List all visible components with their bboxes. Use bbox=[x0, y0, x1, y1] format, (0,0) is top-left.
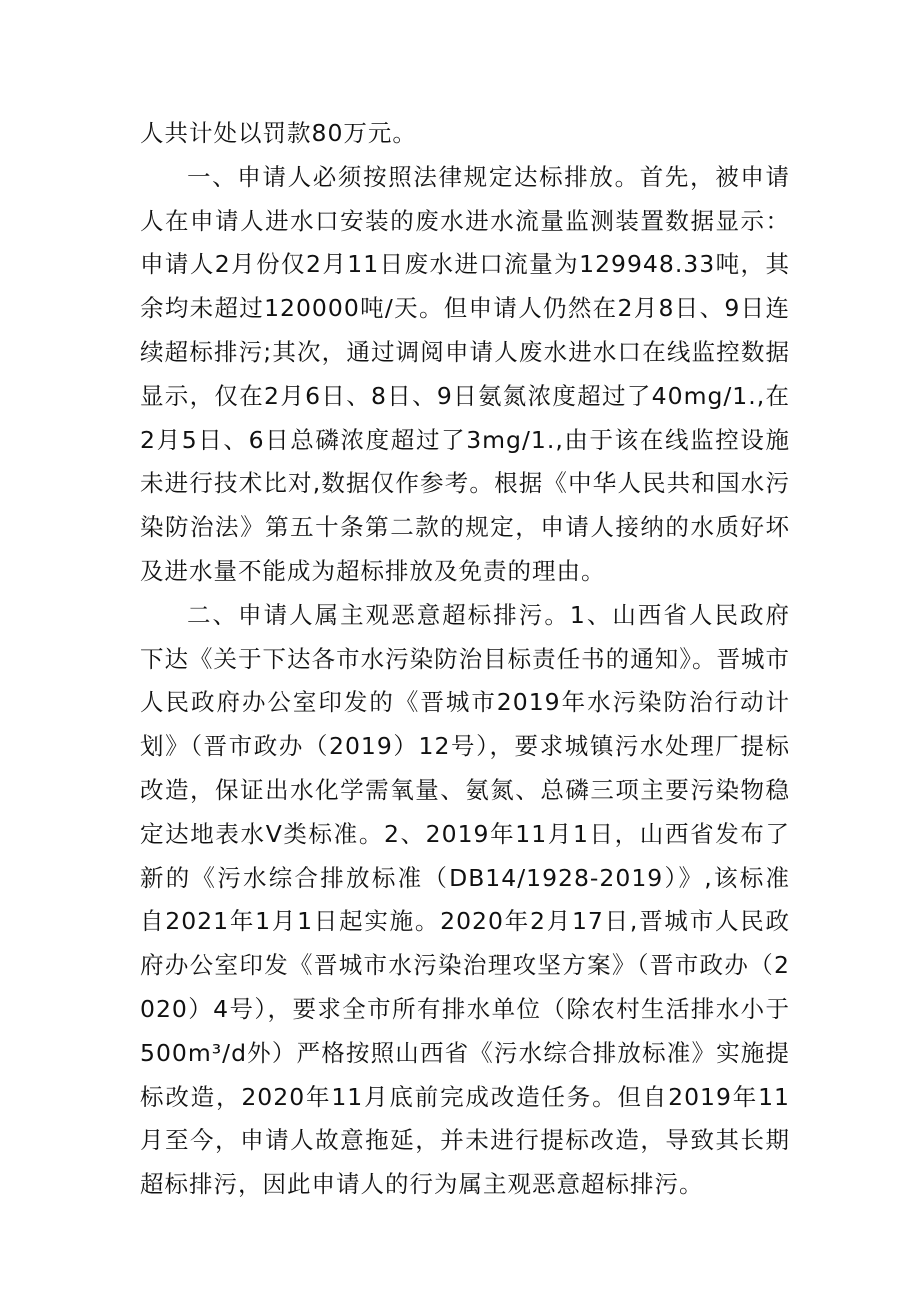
document-body bbox=[140, 112, 790, 1207]
paragraph-section-two: 二、申请人属主观恶意超标排污。1、山西省人民政府下达《关于下达各市水污染防治目标责任书的通知》。晋城市人民政府办公室印发的《晋城市2019年水污染防治行动计划》（晋市政办（2019）12号），要求城镇污水处理厂提标改造，保证出水化学需氧量、氨氮、总磷三项主要污染物稳定达地表水V类标准。2、2019年11月1日，山西省发布了新的《污水综合排放标准（DB14/1928-2019）》,该标准自2021年1月1日起实施。2020年2月17日,晋城市人民政府办公室印发《晋城市水污染治理攻坚方案》（晋市政办（2020）4号），要求全市所有排水单位（除农村生活排水小于500m³/d外）严格按照山西省《污水综合排放标准》实施提标改造，2020年11月底前完成改造任务。但自2019年11月至今，申请人故意拖延，并未进行提标改造，导致其长期超标排污，因此申请人的行为属主观恶意超标排污。 bbox=[140, 600, 790, 1199]
paragraph-section-one: 一、申请人必须按照法律规定达标排放。首先，被申请人在申请人进水口安装的废水进水流量监测装置数据显示：申请人2月份仅2月11日废水进口流量为129948.33吨，其余均未超过120000吨/天。但申请人仍然在2月8日、9日连续超标排污;其次，通过调阅申请人废水进水口在线监控数据显示，仅在2月6日、8日、9日氨氮浓度超过了40mg/1.,在2月5日、6日总磷浓度超过了3mg/1.,由于该在线监控设施未进行技术比对,数据仅作参考。根据《中华人民共和国水污染防治法》第五十条第二款的规定，申请人接纳的水质好坏及进水量不能成为超标排放及免责的理由。 bbox=[140, 162, 790, 585]
paragraph-continuation: 人共计处以罚款80万元。 bbox=[140, 119, 417, 147]
